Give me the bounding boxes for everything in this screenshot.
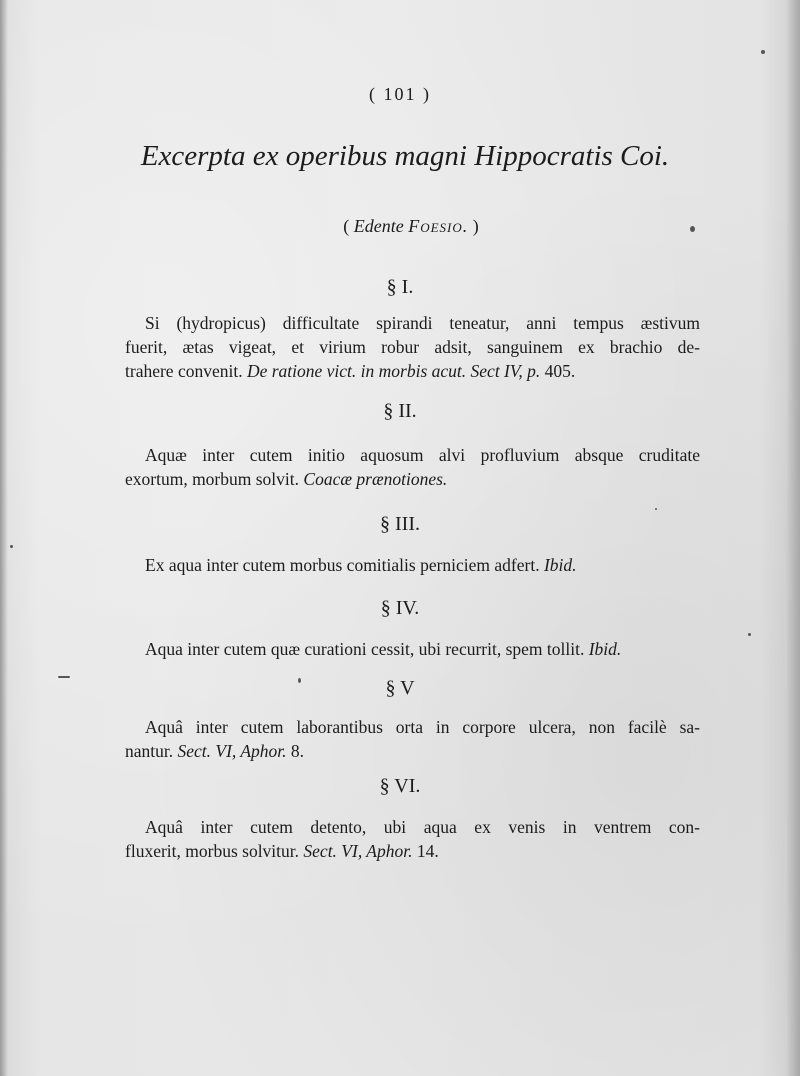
citation: Ibid. [588,639,622,659]
text-plain: Ex aqua inter cutem morbus comitialis perniciem adfert. [145,555,540,575]
subtitle [0,216,800,237]
section-paragraph-3 [125,553,700,577]
paragraph-last-line [125,739,700,763]
text-plain: nantur. [125,741,174,761]
page-number: ( 101 ) [369,84,431,104]
section-heading-3: § III. [380,513,420,535]
text-plain: exortum, morbum solvit. [125,469,300,489]
paragraph-line: Aquâ inter cutem laborantibus orta in corpore ulcera, non facilè sa- [145,717,700,737]
subtitle-edente: Edente [353,216,404,236]
paragraph-line: Si (hydropicus) difficultate spirandi teneatur, anni tempus æstivum [145,313,700,333]
page-title: Excerpta ex operibus magni Hippocratis Coi. [140,140,670,172]
citation: Ibid. [543,555,577,575]
citation: Sect. VI, Aphor. [303,841,413,861]
text-plain: Aqua inter cutem quæ curationi cessit, ubi recurrit, spem tollit. [145,639,585,659]
paragraph-last-line [125,553,700,577]
section-heading-4: § IV. [380,597,420,619]
subtitle-close: ) [468,216,479,236]
text-plain: fluxerit, morbus solvitur. [125,841,300,861]
citation: De ratione vict. in morbis acut. Sect IV, p. [246,361,541,381]
subtitle-open: ( [343,216,354,236]
section-heading-6: § VI. [379,775,421,797]
subtitle-editor: Foesio. [408,216,469,236]
citation-number: 14. [412,841,439,861]
text-plain: trahere convenit. [125,361,243,381]
paragraph-last-line [125,839,700,863]
paragraph-last-line [125,467,700,491]
paragraph-line: fuerit, ætas vigeat, et virium robur adsit, sanguinem ex brachio de- [125,337,700,357]
paragraph-last-line [125,637,700,661]
citation-number: 405. [540,361,576,381]
paragraph-line: Aquæ inter cutem initio aquosum alvi profluvium absque cruditate [145,445,700,465]
paragraph-line: Aquâ inter cutem detento, ubi aqua ex venis in ventrem con- [145,817,700,837]
section-heading-1: § I. [386,276,414,298]
section-heading-5: § V [385,677,415,699]
citation: Coacæ prænotiones. [303,469,448,489]
citation: Sect. VI, Aphor. [177,741,287,761]
section-paragraph-4 [125,637,700,661]
section-paragraph-6 [125,815,700,863]
section-paragraph-5 [125,715,700,763]
paragraph-last-line [125,359,700,383]
citation-number: 8. [286,741,305,761]
section-paragraph-2 [125,443,700,491]
section-heading-2: § II. [383,400,417,422]
section-paragraph-1 [125,311,700,383]
